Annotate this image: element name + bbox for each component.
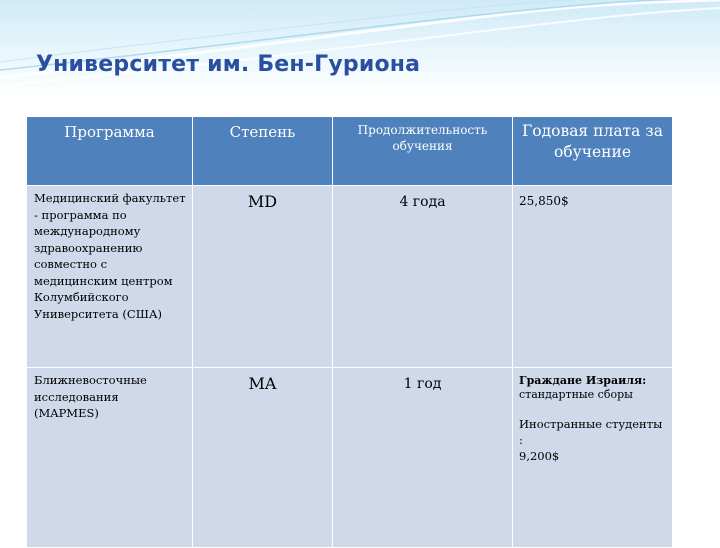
decorative-wave (0, 0, 720, 95)
fee-israel-label: Граждане Израиля: (519, 374, 647, 387)
header-fee: Годовая плата за обучение (513, 117, 673, 186)
header-duration: Продолжительность обучения (333, 117, 513, 186)
cell-duration: 1 год (333, 368, 513, 548)
fee-foreign-label: Иностранные студенты : (519, 417, 663, 447)
table-header-row (27, 117, 673, 186)
header-degree: Степень (193, 117, 333, 186)
table-row (27, 368, 673, 548)
fee-foreign-value: 9,200$ (519, 449, 560, 463)
cell-degree: MA (193, 368, 333, 548)
cell-duration: 4 года (333, 186, 513, 368)
cell-program: Ближневосточные исследования (MAPMES) (27, 368, 193, 548)
header-program: Программа (27, 117, 193, 186)
cell-fee: 25,850$ (513, 186, 673, 368)
cell-degree: MD (193, 186, 333, 368)
programs-table (26, 116, 673, 548)
table-row (27, 186, 673, 368)
page-title: Университет им. Бен-Гуриона (36, 52, 421, 77)
cell-program: Медицинский факультет - программа по международному здравоохранению совместно с медицинским центром Колумбийского Университета (США) (27, 186, 193, 368)
fee-israel-value: стандартные сборы (519, 388, 633, 401)
cell-fee (513, 368, 673, 548)
